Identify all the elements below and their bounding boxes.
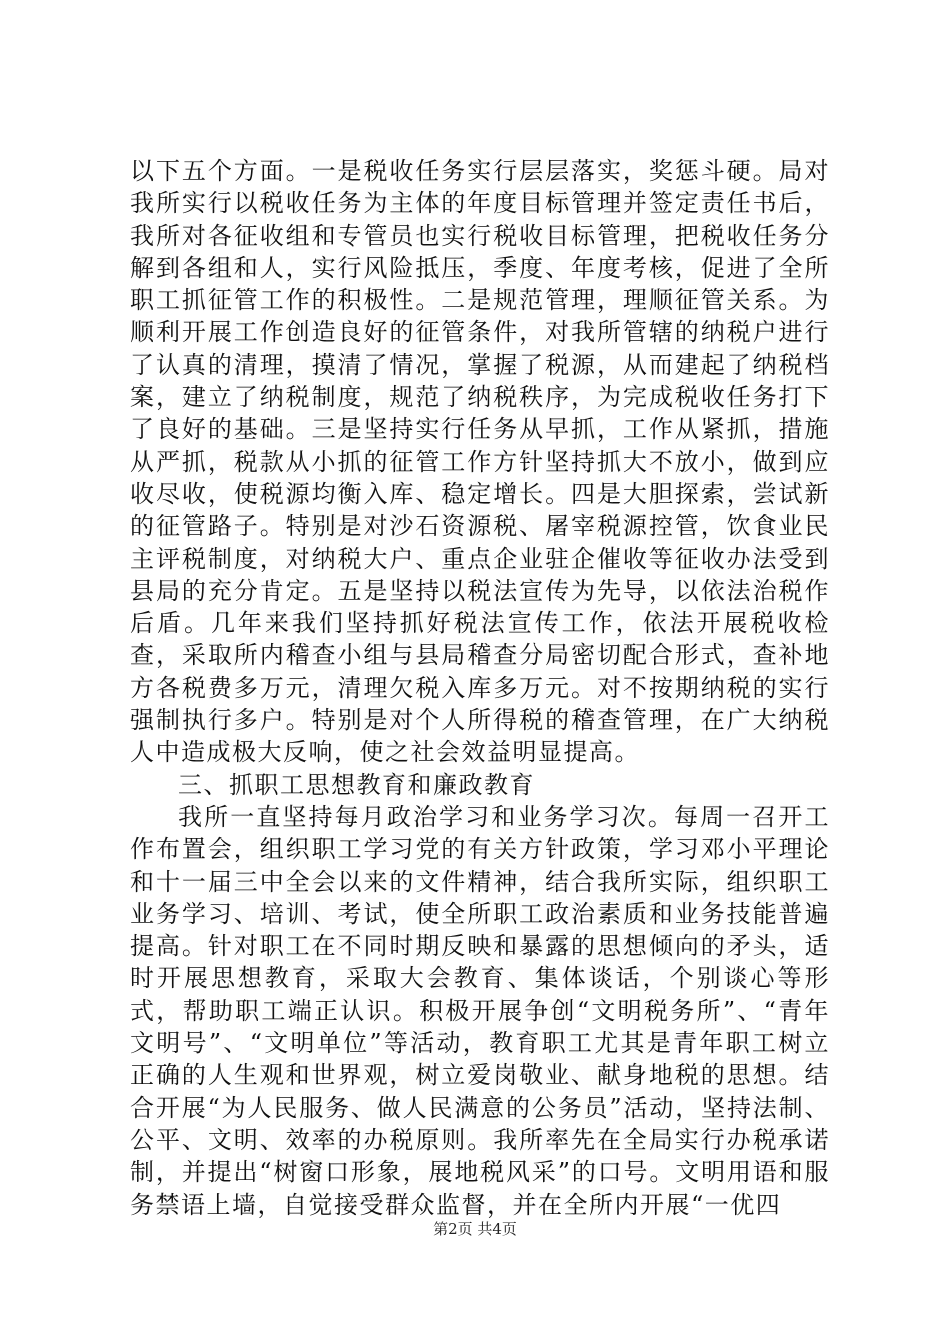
paragraph-education: 我所一直坚持每月政治学习和业务学习次。每周一召开工作布置会，组织职工学习党的有关方针政策，学习邓小平理论和十一届三中全会以来的文件精神，结合我所实际，组织职工业务学习、培训、考试，使全所职工政治素质和业务技能普遍提高。针对职工在不同时期反映和暴露的思想倾向的矛头，适时开展思想教育，采取大会教育、集体谈话，个别谈心等形式，帮助职工端正认识。积极开展争创“文明税务所”、“青年文明号”、“文明单位”等活动，教育职工尤其是青年职工树立正确的人生观和世界观，树立爱岗敬业、献身地税的思想。结合开展“为人民服务、做人民满意的公务员”活动，坚持法制、公平、文明、效率的办税原则。我所率先在全局实行办税承诺制，并提出“树窗口形象，展地税风采”的口号。文明用语和服务禁语上墙，自觉接受群众监督，并在全所内开展“一优四 (130, 802, 830, 1219)
page-number: 第2页 共4页 (433, 1220, 517, 1238)
paragraph-tax-measures: 以下五个方面。一是税收任务实行层层落实，奖惩斗硬。局对我所实行以税收任务为主体的年度目标管理并签定责任书后，我所对各征收组和专管员也实行税收目标管理，把税收任务分解到各组和人，实行风险抵压，季度、年度考核，促进了全所职工抓征管工作的积极性。二是规范管理，理顺征管关系。为顺利开展工作创造良好的征管条件，对我所管辖的纳税户进行了认真的清理，摸清了情况，掌握了税源，从而建起了纳税档案，建立了纳税制度，规范了纳税秩序，为完成税收任务打下了良好的基础。三是坚持实行任务从早抓，工作从紧抓，措施从严抓，税款从小抓的征管工作方针坚持抓大不放小，做到应收尽收，使税源均衡入库、稳定增长。四是大胆探索，尝试新的征管路子。特别是对沙石资源税、屠宰税源控管，饮食业民主评税制度，对纳税大户、重点企业驻企催收等征收办法受到县局的充分肯定。五是坚持以税法宣传为先导，以依法治税作后盾。几年来我们坚持抓好税法宣传工作，依法开展税收检查，采取所内稽查小组与县局稽查分局密切配合形式，查补地方各税费多万元，清理欠税入库多万元。对不按期纳税的实行强制执行多户。特别是对个人所得税的稽查管理，在广大纳税人中造成极大反响，使之社会效益明显提高。 (130, 157, 830, 767)
section-heading-education: 三、抓职工思想教育和廉政教育 (178, 770, 535, 799)
document-body (130, 155, 830, 1221)
